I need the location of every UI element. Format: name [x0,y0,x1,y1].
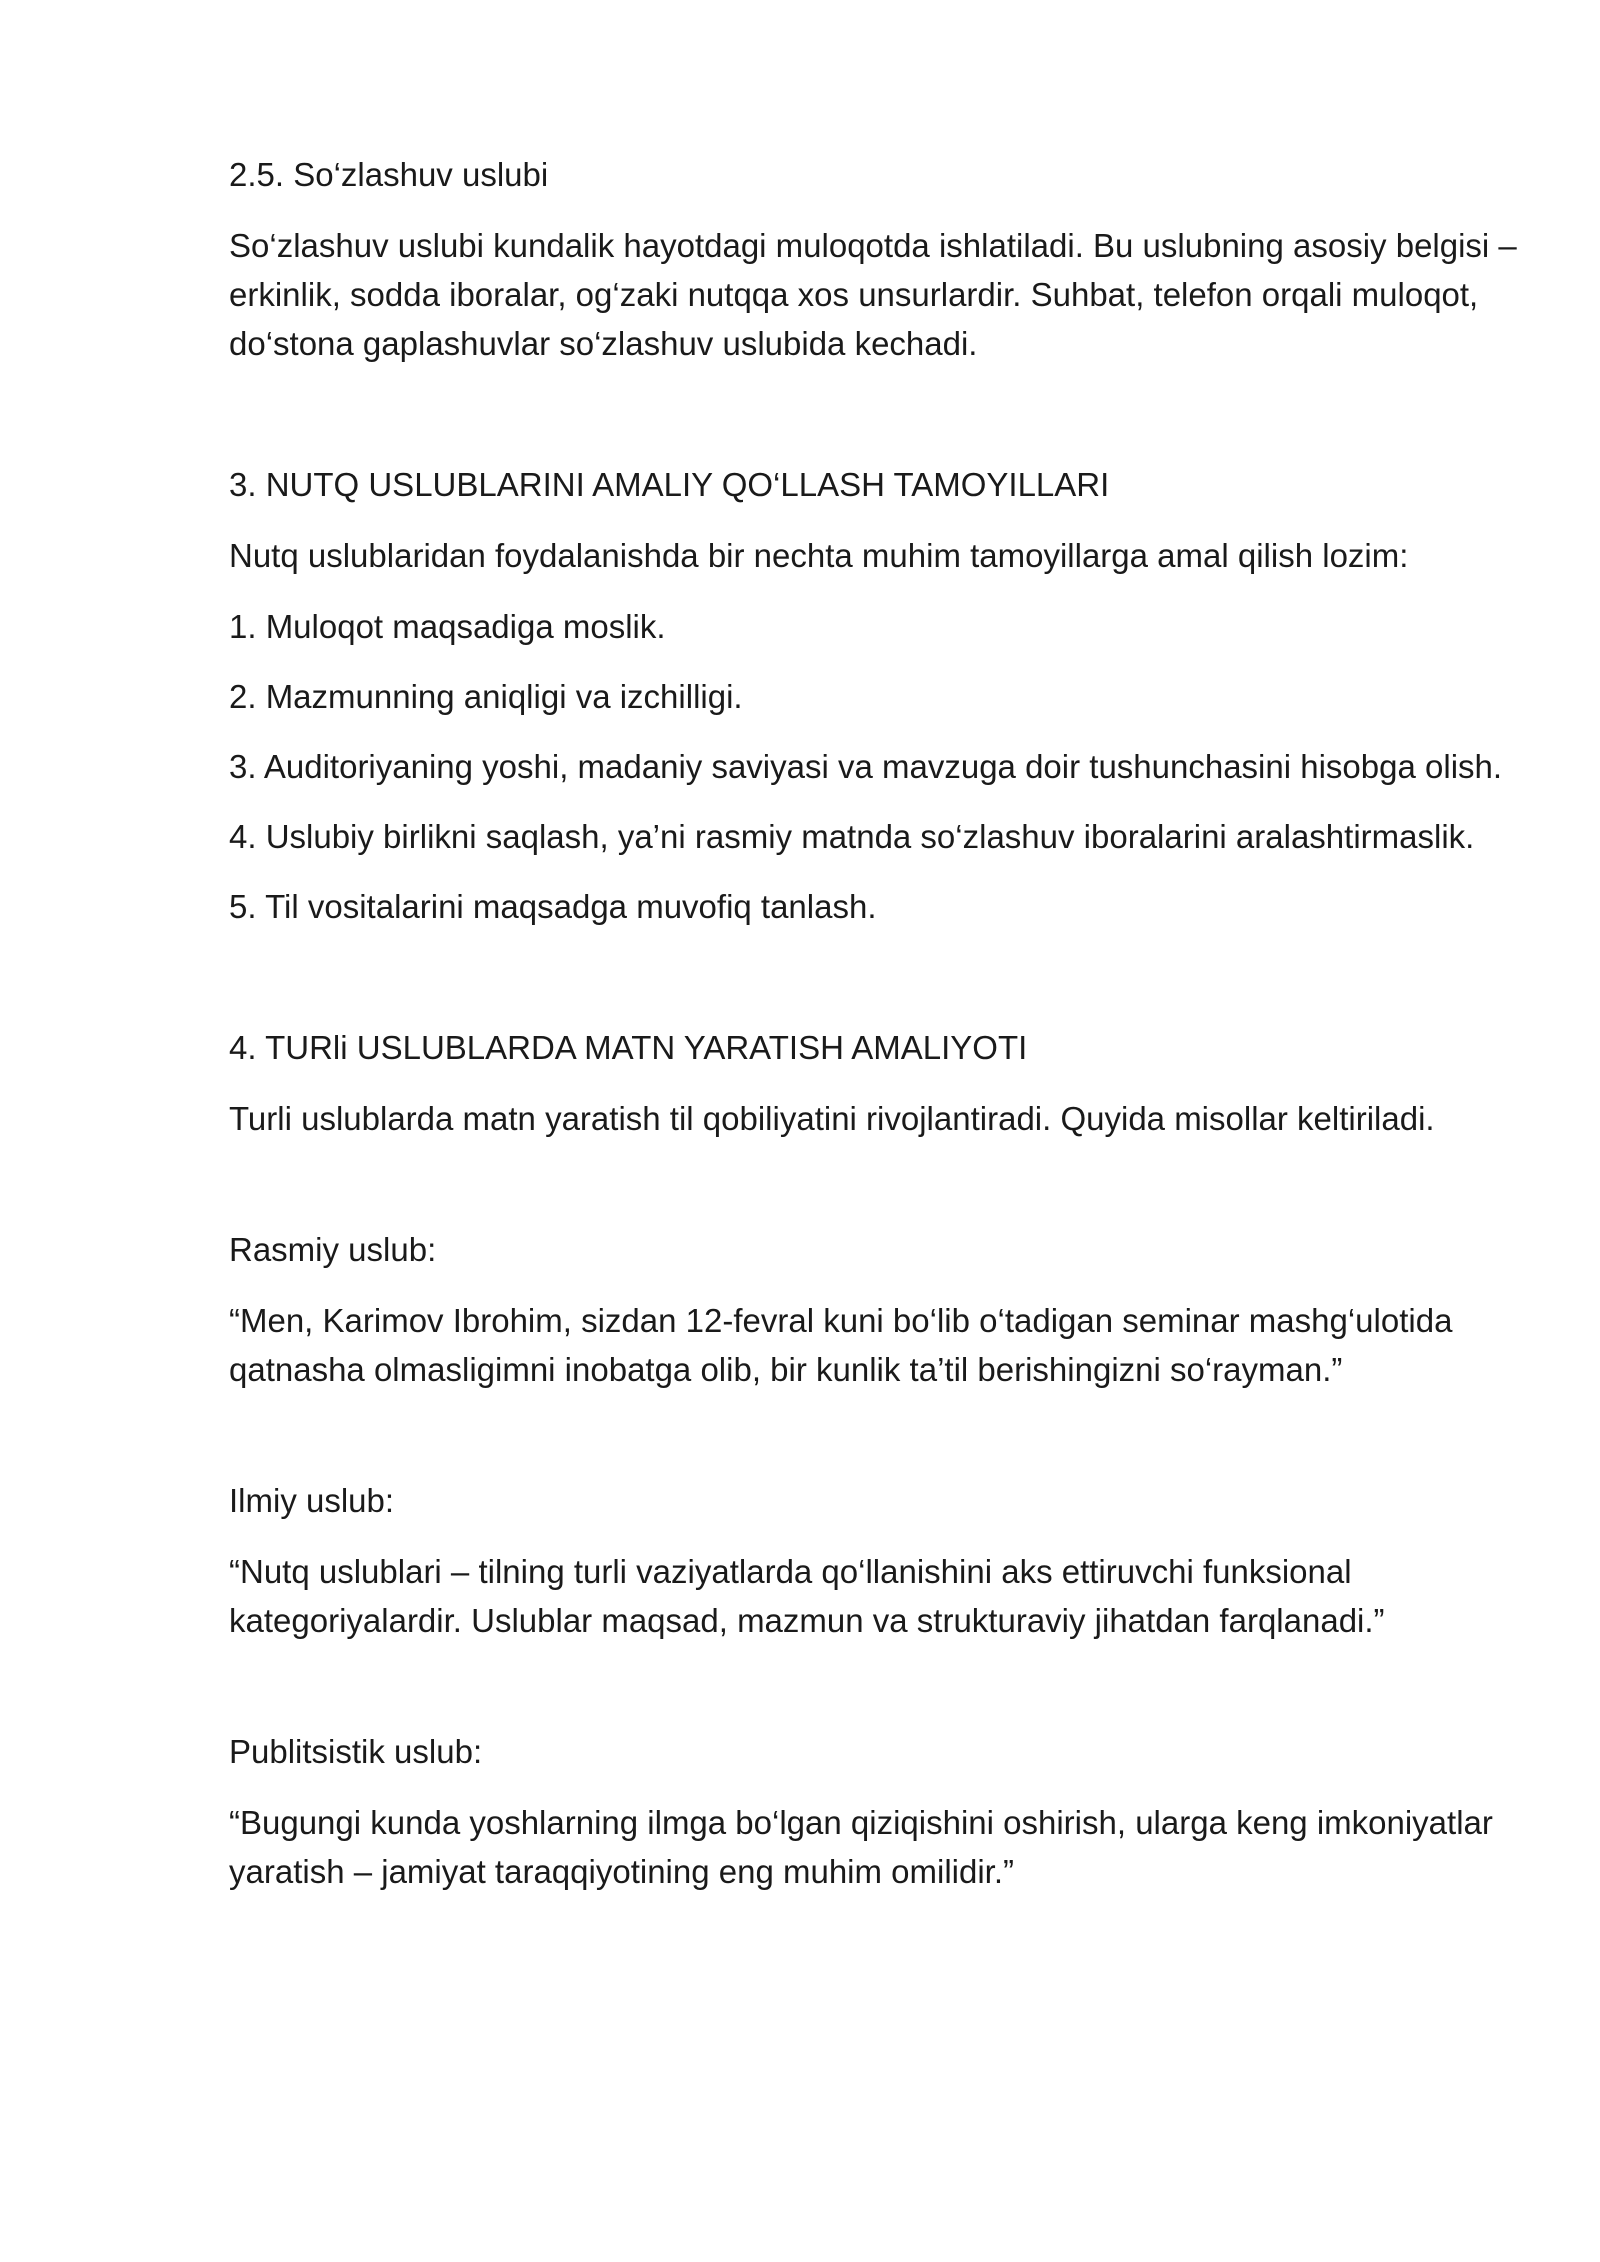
list-item: 5. Til vositalarini maqsadga muvofiq tanlash. [229,888,877,925]
section-2-5-paragraph: So‘zlashuv uslubi kundalik hayotdagi muloqotda ishlatiladi. Bu uslubning asosiy belgisi – erkinlik, sodda iboralar, og‘zaki nutqqa xos unsurlardir. Suhbat, telefon orqali muloqot, do‘stona gaplashuvlar so‘zlashuv uslubida kechadi. [229,227,1517,362]
example-text-publitsistik: “Bugungi kunda yoshlarning ilmga bo‘lgan qiziqishini oshirish, ularga keng imkoniyatlar yaratish – jamiyat taraqqiyotining eng muhim omilidir.” [229,1804,1493,1890]
example-label-ilmiy: Ilmiy uslub: [229,1482,395,1519]
list-item: 3. Auditoriyaning yoshi, madaniy saviyasi va mavzuga doir tushunchasini hisobga olish. [229,748,1503,785]
section-4-heading: 4. TURli USLUBLARDA MATN YARATISH AMALIYOTI [229,1029,1028,1066]
section-4-intro: Turli uslublarda matn yaratish til qobiliyatini rivojlantiradi. Quyida misollar keltiriladi. [229,1100,1435,1137]
example-text-ilmiy: “Nutq uslublari – tilning turli vaziyatlarda qo‘llanishini aks ettiruvchi funksional kategoriyalardir. Uslublar maqsad, mazmun va strukturaviy jihatdan farqlanadi.” [229,1553,1385,1639]
section-3-intro: Nutq uslublaridan foydalanishda bir nechta muhim tamoyillarga amal qilish lozim: [229,537,1409,574]
list-item: 4. Uslubiy birlikni saqlash, ya’ni rasmiy matnda so‘zlashuv iboralarini aralashtirmaslik. [229,818,1475,855]
example-label-publitsistik: Publitsistik uslub: [229,1733,483,1770]
list-item: 2. Mazmunning aniqligi va izchilligi. [229,678,743,715]
list-item: 1. Muloqot maqsadiga moslik. [229,608,666,645]
section-3-heading: 3. NUTQ USLUBLARINI AMALIY QO‘LLASH TAMOYILLARI [229,466,1110,503]
example-label-rasmiy: Rasmiy uslub: [229,1231,437,1268]
document-page [229,150,1529,1918]
example-text-rasmiy: “Men, Karimov Ibrohim, sizdan 12-fevral kuni bo‘lib o‘tadigan seminar mashg‘ulotida qatnasha olmasligimni inobatga olib, bir kunlik ta’til berishingizni so‘rayman.” [229,1302,1453,1388]
section-2-5-heading: 2.5. So‘zlashuv uslubi [229,156,549,193]
